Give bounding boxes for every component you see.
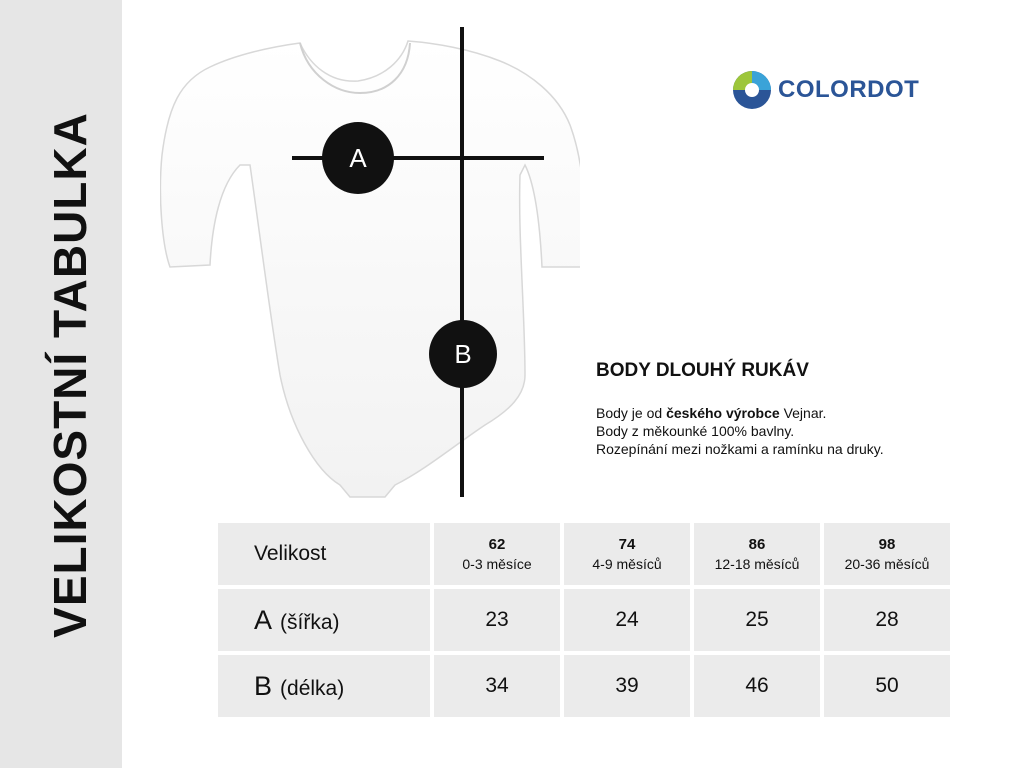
table-cell: 34 bbox=[434, 655, 560, 717]
bodysuit-shape bbox=[160, 41, 580, 497]
table-cell: 39 bbox=[564, 655, 690, 717]
table-header-row bbox=[218, 523, 950, 585]
product-description bbox=[596, 404, 884, 458]
colordot-logo bbox=[732, 70, 919, 110]
size-header: Velikost bbox=[218, 523, 430, 585]
bodysuit-illustration bbox=[160, 15, 580, 510]
size-column-header: 98 20-36 měsíců bbox=[824, 523, 950, 585]
desc-line-2: Body z měkounké 100% bavlny. bbox=[596, 423, 795, 439]
table-cell: 25 bbox=[694, 589, 820, 651]
product-title: BODY DLOUHÝ RUKÁV bbox=[596, 360, 809, 381]
logo-icon bbox=[732, 70, 772, 110]
table-row bbox=[218, 589, 950, 651]
size-column-header: 86 12-18 měsíců bbox=[694, 523, 820, 585]
desc-line-3: Rozepínání mezi nožkami a ramínku na druky. bbox=[596, 441, 884, 457]
table-cell: 23 bbox=[434, 589, 560, 651]
table-cell: 24 bbox=[564, 589, 690, 651]
desc-line-1: Body je od českého výrobce Vejnar. bbox=[596, 405, 827, 421]
table-cell: 50 bbox=[824, 655, 950, 717]
table-cell: 28 bbox=[824, 589, 950, 651]
side-title: VELIKOSTNÍ TABULKA bbox=[44, 112, 96, 638]
size-column-header: 62 0-3 měsíce bbox=[434, 523, 560, 585]
table-cell: 46 bbox=[694, 655, 820, 717]
size-table bbox=[214, 519, 954, 721]
row-label-b: B (délka) bbox=[218, 655, 430, 717]
marker-b-label: B bbox=[454, 339, 472, 369]
size-column-header: 74 4-9 měsíců bbox=[564, 523, 690, 585]
logo-text: COLORDOT bbox=[778, 76, 920, 103]
marker-a-label: A bbox=[349, 143, 367, 173]
row-label-a: A (šířka) bbox=[218, 589, 430, 651]
table-row bbox=[218, 655, 950, 717]
